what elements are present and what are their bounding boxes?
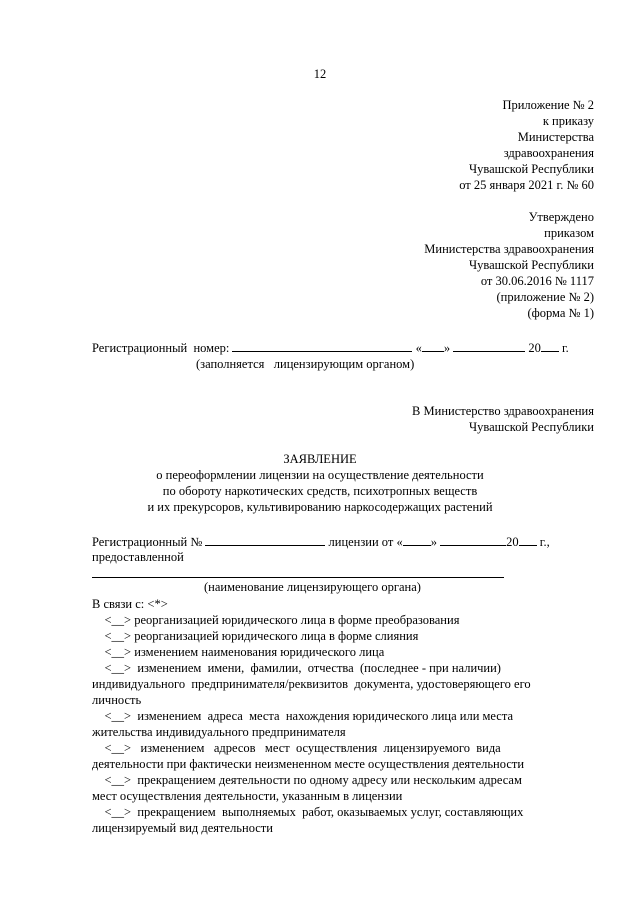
license-label: Регистрационный № [92,535,203,549]
authority-field[interactable] [92,577,504,578]
page-number: 12 [313,67,327,81]
document-subtitle: и их прекурсоров, культивированию наркосодержащих растений [147,500,493,514]
reason-line[interactable]: <__> реорганизацией юридического лица в форме слияния [92,629,419,643]
reason-line: деятельности при фактически неизмененном месте осуществления деятельности [92,757,525,771]
addressee-line: В Министерство здравоохранения [412,404,594,418]
document-subtitle: о переоформлении лицензии на осуществление деятельности [156,468,484,482]
approved-line: Министерства здравоохранения [424,242,594,256]
registration-note: (заполняется лицензирующим органом) [196,357,415,371]
approved-line: от 30.06.2016 № 1117 [480,274,594,288]
reason-line[interactable]: <__> реорганизацией юридического лица в форме преобразования [92,613,460,627]
approved-line: Чувашской Республики [468,258,594,272]
appendix-line: от 25 января 2021 г. № 60 [459,178,594,192]
license-day-field[interactable] [403,534,431,546]
registration-label: Регистрационный номер: [92,341,230,355]
registration-day-field[interactable] [422,340,444,352]
appendix-line: здравоохранения [503,146,594,160]
registration-month-field[interactable] [453,340,525,352]
reason-line: жительства индивидуального предпринимателя [92,725,346,739]
appendix-line: Чувашской Республики [468,162,594,176]
approved-line: (приложение № 2) [496,290,594,304]
document-subtitle: по обороту наркотических средств, психотропных веществ [162,484,478,498]
reason-line[interactable]: <__> изменением имени, фамилии, отчества (последнее - при наличии) [92,661,501,675]
registration-number-field[interactable] [232,340,412,352]
reason-line: мест осуществления деятельности, указанным в лицензии [92,789,403,803]
registration-line: Регистрационный номер: « » 20 г. [92,341,569,355]
approved-line: (форма № 1) [527,306,594,320]
reason-line[interactable]: <__> прекращением выполняемых работ, оказываемых услуг, составляющих [92,805,524,819]
license-month-field[interactable] [440,534,506,546]
authority-note: (наименование лицензирующего органа) [204,580,421,594]
addressee-line: Чувашской Республики [468,420,594,434]
appendix-line: к приказу [542,114,594,128]
license-provided: предоставленной [92,550,184,564]
reason-line[interactable]: <__> прекращением деятельности по одному адресу или нескольким адресам [92,773,522,787]
approved-line: Утверждено [528,210,594,224]
reason-line: индивидуального предпринимателя/реквизитов документа, удостоверяющего его [92,677,531,691]
reason-intro: В связи с: <*> [92,597,168,611]
reason-line: личность [92,693,142,707]
license-year-field[interactable] [519,534,537,546]
license-number-field[interactable] [205,534,325,546]
registration-year-field[interactable] [541,340,559,352]
approved-line: приказом [544,226,594,240]
reason-line[interactable]: <__> изменением адресов мест осуществления лицензируемого вида [92,741,501,755]
document-title: ЗАЯВЛЕНИЕ [283,452,357,466]
reason-line: лицензируемый вид деятельности [92,821,273,835]
reason-line[interactable]: <__> изменением наименования юридического лица [92,645,385,659]
license-line: Регистрационный № лицензии от « » 20 г., [92,535,550,549]
appendix-line: Приложение № 2 [502,98,594,112]
appendix-line: Министерства [517,130,594,144]
reason-line[interactable]: <__> изменением адреса места нахождения юридического лица или места [92,709,513,723]
